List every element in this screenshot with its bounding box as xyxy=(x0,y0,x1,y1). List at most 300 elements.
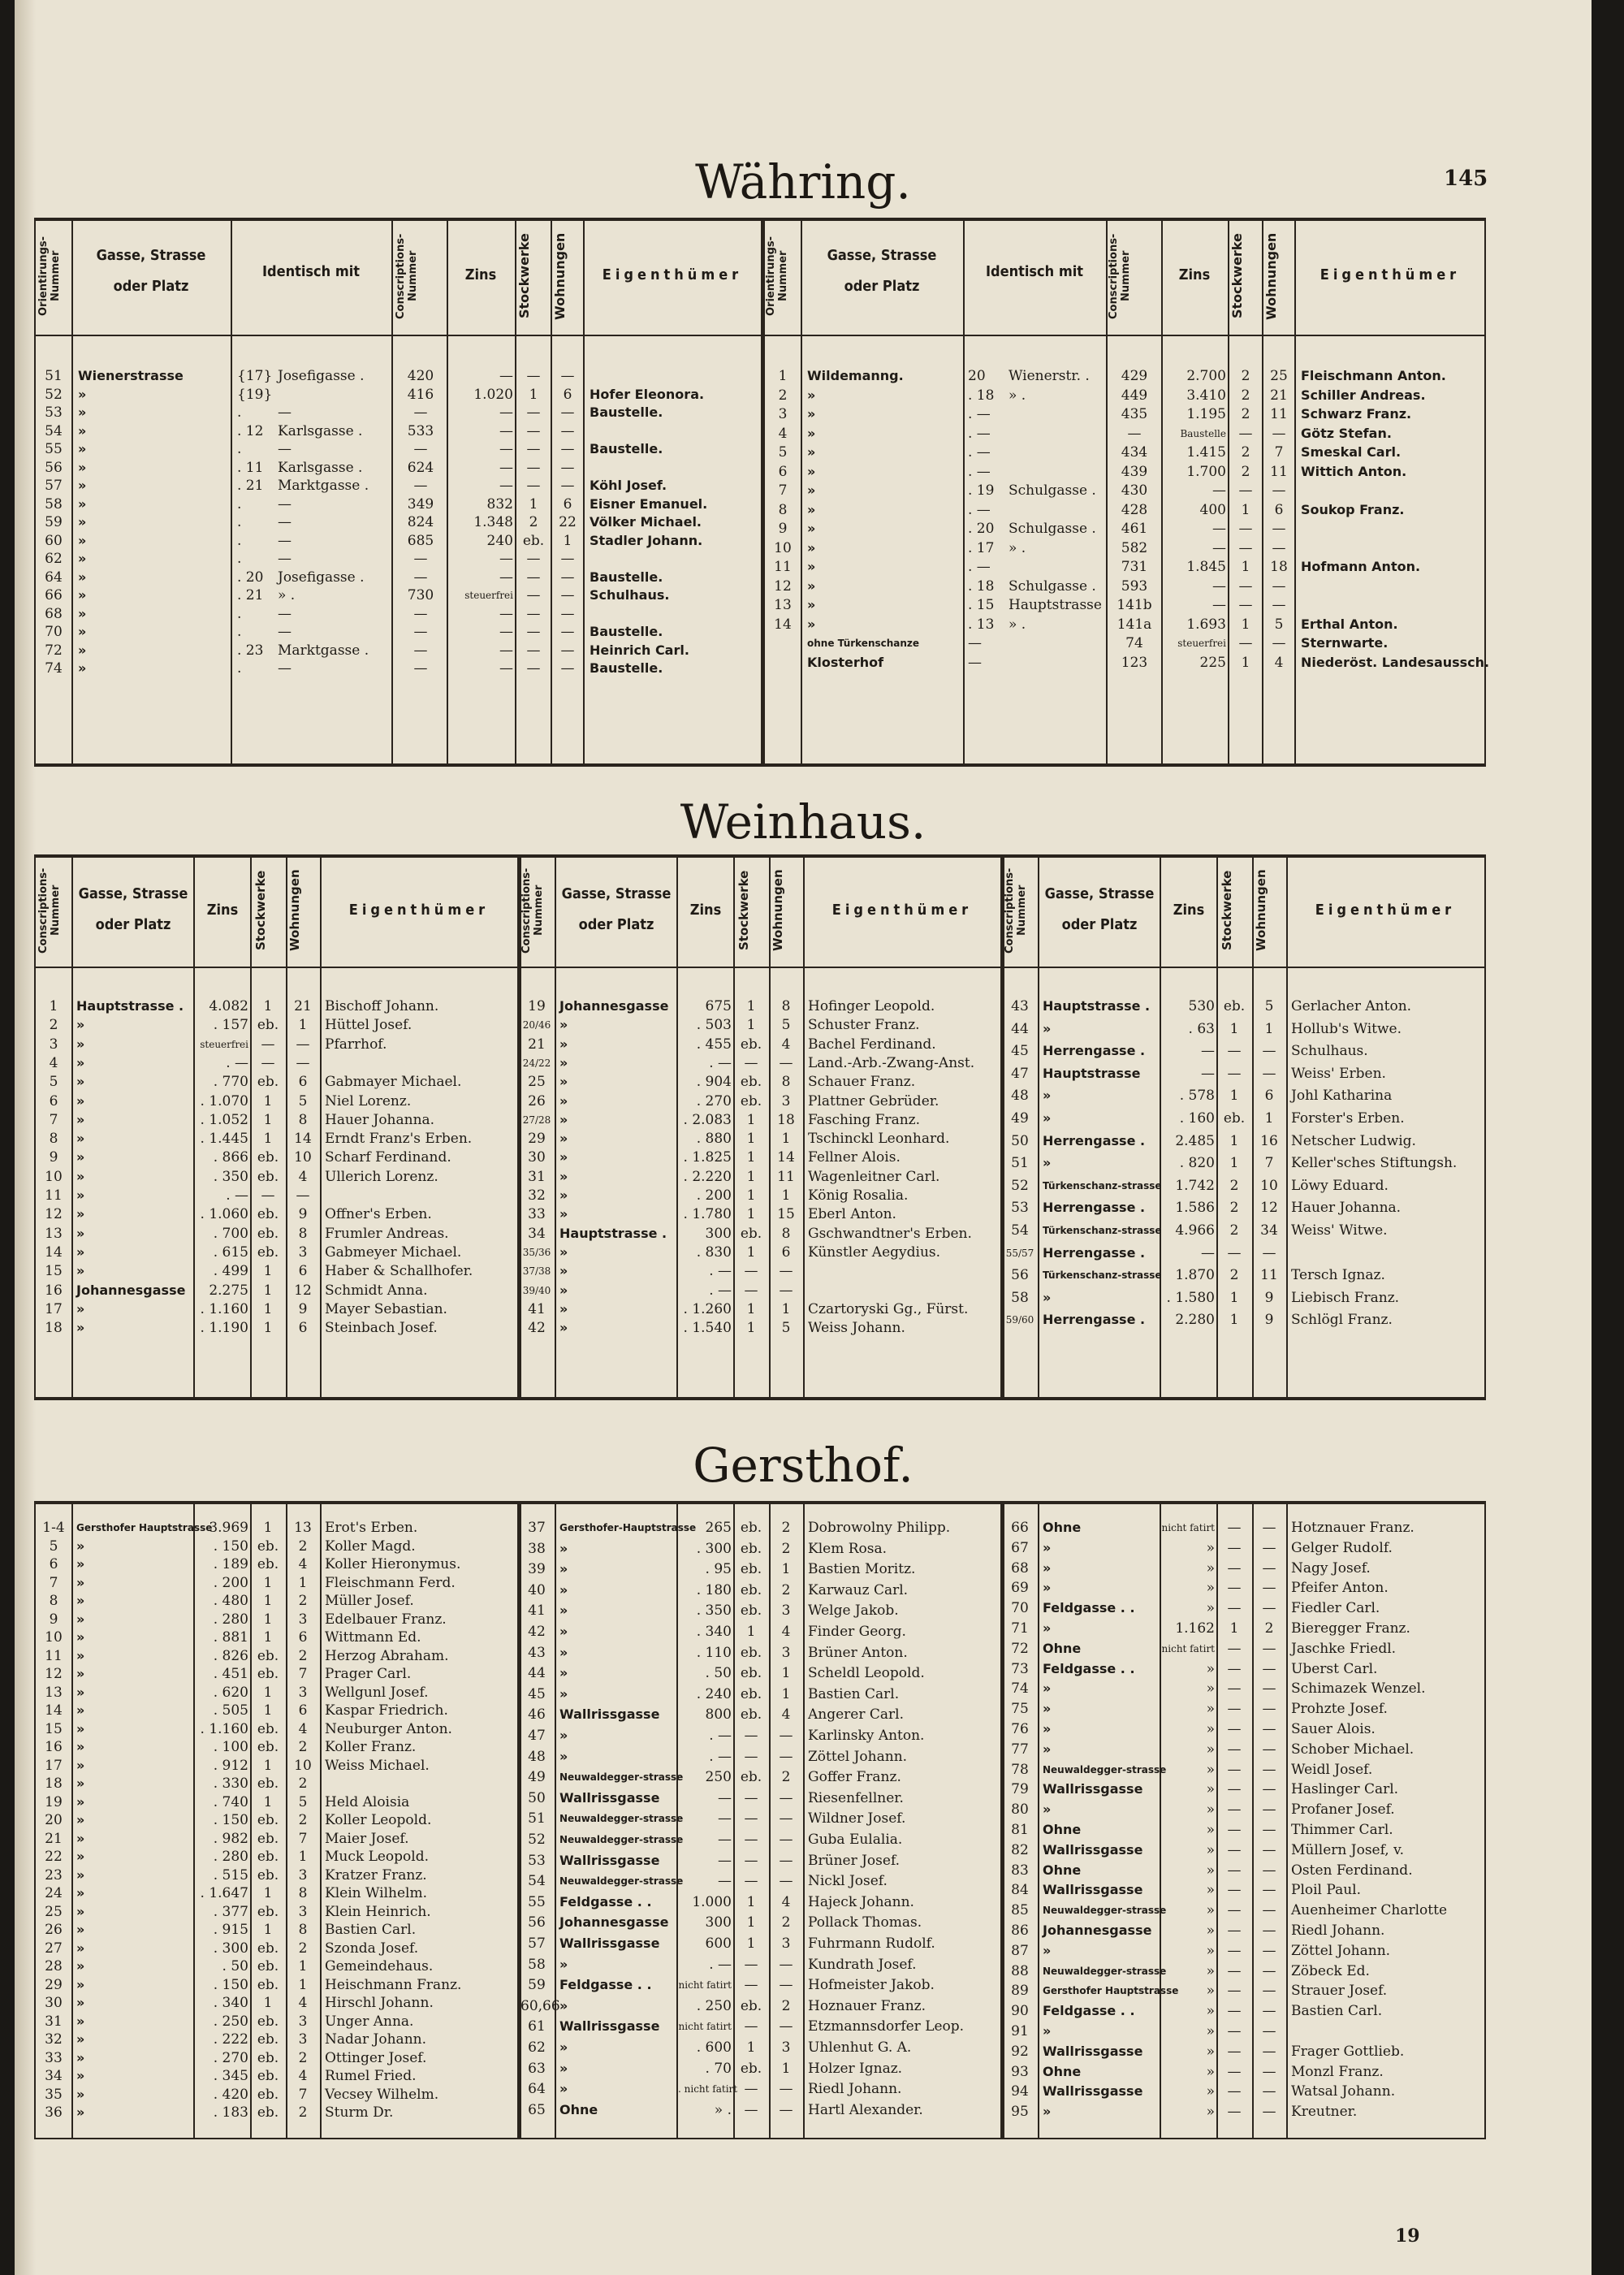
cell-stockwerke: 1 xyxy=(263,1922,273,1938)
cell-stockwerke: 1 xyxy=(263,1574,273,1591)
cell-orient-nr: 57 xyxy=(45,478,63,494)
cell-identisch-nr: . 11 xyxy=(237,459,264,476)
cell-gasse: » xyxy=(78,624,87,639)
cell-zins: . 183 xyxy=(213,2104,248,2121)
cell-consc-nr: 731 xyxy=(1121,559,1148,575)
cell-identisch-nr: . 20 xyxy=(237,569,264,586)
cell-zins: . 345 xyxy=(213,2068,248,2084)
cell-eigenthuemer: Baustelle. xyxy=(590,441,663,456)
cell-consc-nr: 35/36 xyxy=(522,1246,551,1258)
cell-eigenthuemer: Szonda Josef. xyxy=(325,1940,419,1957)
cell-stockwerke: — xyxy=(526,587,541,603)
cell-eigenthuemer: Scheldl Leopold. xyxy=(808,1665,925,1682)
cell-gasse: Hauptstrasse . xyxy=(559,1225,667,1241)
cell-zins: . 200 xyxy=(213,1574,248,1591)
cell-zins: . 1.052 xyxy=(200,1111,248,1128)
cell-zins: . 250 xyxy=(213,2013,248,2030)
cell-stockwerke: 1 xyxy=(263,1131,273,1148)
cell-stockwerke: 1 xyxy=(1229,1620,1239,1637)
cell-stockwerke: — xyxy=(744,2018,758,2035)
cell-consc-nr: 52 xyxy=(1011,1177,1029,1194)
cell-stockwerke: 1 xyxy=(1229,1312,1239,1329)
cell-wohnungen: — xyxy=(1262,1701,1276,1718)
table-row xyxy=(34,596,1486,614)
cell-stockwerke: — xyxy=(1227,1640,1242,1657)
cell-identisch-nr: . — xyxy=(968,425,991,442)
cell-wohnungen: 6 xyxy=(781,1243,791,1261)
cell-wohnungen: 4 xyxy=(298,1720,308,1737)
cell-eigenthuemer: Heinrich Carl. xyxy=(590,642,689,658)
table-row xyxy=(34,2063,1486,2081)
cell-consc-nr: 20 xyxy=(45,1812,63,1828)
cell-zins: . 880 xyxy=(696,1131,732,1148)
cell-stockwerke: 1 xyxy=(263,1885,273,1901)
cell-wohnungen: 2 xyxy=(298,1739,308,1755)
cell-consc-nr: 32 xyxy=(528,1187,546,1204)
header-eigenthuemer: Eigenthümer xyxy=(602,266,743,283)
cell-gasse: » xyxy=(76,1775,85,1791)
cell-zins: nicht fatirt xyxy=(1161,1522,1215,1533)
cell-wohnungen: — xyxy=(1262,1761,1276,1778)
cell-stockwerke: 1 xyxy=(746,2039,756,2056)
cell-consc-nr: 4 xyxy=(49,1054,58,1071)
cell-identisch: — xyxy=(278,532,292,549)
table-row xyxy=(34,558,1486,576)
cell-zins: — xyxy=(1212,482,1226,499)
cell-eigenthuemer: Brüner Josef. xyxy=(808,1852,901,1869)
cell-consc-nr: — xyxy=(413,624,428,640)
cell-consc-nr: 85 xyxy=(1011,1902,1029,1919)
cell-orient-nr: 14 xyxy=(774,616,792,633)
cell-zins: . 340 xyxy=(696,1624,732,1640)
cell-identisch-nr: . xyxy=(237,532,242,549)
cell-zins: — xyxy=(718,1810,732,1827)
section-title-waehring: Währing. xyxy=(695,154,911,210)
cell-stockwerke: 2 xyxy=(1241,463,1250,480)
cell-wohnungen: 5 xyxy=(298,1793,308,1810)
cell-stockwerke: — xyxy=(744,2101,758,2118)
cell-orient-nr: 53 xyxy=(45,404,63,421)
cell-stockwerke: 1 xyxy=(263,998,273,1014)
table-row xyxy=(34,463,1486,481)
cell-orient-nr: 59 xyxy=(45,514,63,530)
header-consc: Conscriptions-Nummer xyxy=(1004,867,1028,954)
cell-gasse: » xyxy=(807,482,816,498)
cell-zins: » xyxy=(1206,1862,1215,1879)
cell-stockwerke: eb. xyxy=(740,1602,762,1620)
cell-wohnungen: 13 xyxy=(294,1520,312,1536)
cell-wohnungen: 11 xyxy=(1260,1267,1278,1284)
cell-gasse: Wienerstrasse xyxy=(78,368,184,383)
table-row xyxy=(34,1660,1486,1678)
cell-eigenthuemer: Gabmeyer Michael. xyxy=(325,1243,462,1261)
cell-stockwerke: eb. xyxy=(257,2068,279,2084)
cell-consc-nr: 49 xyxy=(528,1769,546,1786)
cell-consc-nr: 69 xyxy=(1011,1580,1029,1597)
cell-zins: . 150 xyxy=(213,1538,248,1555)
table-row xyxy=(34,1087,1486,1105)
cell-gasse: Gersthofer-Hauptstrasse xyxy=(559,1522,697,1533)
header-identisch-2: Identisch mit xyxy=(986,263,1083,280)
cell-wohnungen: 1 xyxy=(298,1017,308,1034)
cell-wohnungen: 8 xyxy=(298,1111,308,1128)
table-row xyxy=(34,1266,1486,1284)
cell-eigenthuemer: Karlinsky Anton. xyxy=(808,1728,925,1744)
cell-gasse: » xyxy=(76,1995,85,2010)
cell-consc-nr: 74 xyxy=(1011,1680,1029,1698)
cell-stockwerke: — xyxy=(1227,1559,1242,1576)
cell-wohnungen: — xyxy=(560,459,575,476)
cell-eigenthuemer: Etzmannsdorfer Leop. xyxy=(808,2018,965,2035)
cell-consc-nr: 25 xyxy=(528,1074,546,1091)
header-eigenthuemer: Eigenthümer xyxy=(1315,902,1456,919)
cell-consc-nr: 47 xyxy=(1011,1065,1029,1082)
cell-eigenthuemer: Dobrowolny Philipp. xyxy=(808,1520,951,1536)
cell-zins: » xyxy=(1206,1761,1215,1778)
cell-wohnungen: 1 xyxy=(298,1976,308,1993)
cell-gasse: Neuwaldegger-strasse xyxy=(559,1875,684,1888)
cell-stockwerke: — xyxy=(1227,1660,1242,1677)
cell-stockwerke: 1 xyxy=(1241,501,1250,518)
cell-zins: — xyxy=(499,404,513,421)
cell-stockwerke: eb. xyxy=(740,1644,762,1661)
table-row xyxy=(34,1821,1486,1839)
cell-zins: » xyxy=(1206,2083,1215,2100)
cell-gasse: » xyxy=(1043,1620,1052,1636)
cell-consc-nr: 461 xyxy=(1121,521,1148,537)
cell-gasse: Wallrissgasse xyxy=(559,1789,660,1806)
cell-consc-nr: 93 xyxy=(1011,2063,1029,2080)
cell-stockwerke: — xyxy=(744,1873,758,1890)
cell-gasse: Neuwaldegger-strasse xyxy=(1043,1905,1167,1917)
cell-consc-nr: 26 xyxy=(528,1092,546,1109)
cell-wohnungen: 15 xyxy=(777,1206,795,1223)
cell-consc-nr: 37 xyxy=(528,1520,546,1536)
cell-eigenthuemer: Zöttel Johann. xyxy=(1291,1942,1391,1959)
cell-consc-nr: 29 xyxy=(45,1976,63,1993)
cell-wohnungen: — xyxy=(1272,635,1286,651)
cell-gasse: » xyxy=(76,1206,85,1222)
cell-zins: . 189 xyxy=(213,1556,248,1572)
cell-eigenthuemer: Völker Michael. xyxy=(590,514,702,530)
cell-wohnungen: — xyxy=(1262,1862,1276,1879)
cell-gasse: » xyxy=(559,1956,568,1972)
cell-wohnungen: 3 xyxy=(298,1611,308,1628)
cell-stockwerke: eb. xyxy=(257,1849,279,1865)
cell-consc-nr: 53 xyxy=(528,1852,546,1869)
cell-stockwerke: — xyxy=(744,1956,758,1973)
table-row xyxy=(34,997,1486,1015)
cell-gasse: Türkenschanz-strasse xyxy=(1043,1269,1162,1282)
cell-eigenthuemer: Angerer Carl. xyxy=(808,1706,904,1724)
table-row xyxy=(34,405,1486,423)
cell-stockwerke: eb. xyxy=(740,1706,762,1724)
cell-zins: » xyxy=(1206,1841,1215,1858)
cell-consc-nr: 47 xyxy=(528,1728,546,1744)
cell-consc-nr: 23 xyxy=(45,1866,63,1884)
cell-zins: » xyxy=(1206,1942,1215,1959)
cell-eigenthuemer: Weidl Josef. xyxy=(1291,1761,1373,1778)
header-wohnungen: Wohnungen xyxy=(1254,869,1268,952)
cell-stockwerke: — xyxy=(744,1054,758,1071)
cell-zins: nicht fatirt xyxy=(1161,1642,1215,1654)
header-eigenthuemer: Eigenthümer xyxy=(348,902,490,919)
cell-wohnungen: — xyxy=(1272,597,1286,613)
cell-stockwerke: 1 xyxy=(263,1320,273,1337)
cell-identisch: — xyxy=(278,441,292,457)
cell-stockwerke: eb. xyxy=(740,1092,762,1109)
cell-identisch-nr: {17} xyxy=(237,368,273,384)
cell-gasse: » xyxy=(78,514,87,530)
cell-zins: . 615 xyxy=(213,1243,248,1261)
cell-eigenthuemer: Offner's Erben. xyxy=(325,1206,432,1223)
cell-consc-nr: 35 xyxy=(45,2086,63,2103)
cell-consc-nr: 685 xyxy=(407,532,434,549)
cell-wohnungen: 6 xyxy=(1274,501,1284,518)
cell-identisch-nr: . xyxy=(237,551,242,567)
cell-eigenthuemer: Riedl Johann. xyxy=(1291,1923,1385,1939)
header-stockwerke: Stockwerke xyxy=(1220,870,1234,951)
cell-wohnungen: 1 xyxy=(781,1665,791,1682)
cell-stockwerke: eb. xyxy=(257,1903,279,1920)
cell-eigenthuemer: Müllern Josef, v. xyxy=(1291,1841,1405,1858)
cell-wohnungen: — xyxy=(296,1187,310,1204)
cell-eigenthuemer: Gemeindehaus. xyxy=(325,1958,434,1974)
cell-gasse: » xyxy=(1043,1741,1052,1757)
cell-gasse: » xyxy=(559,1263,568,1279)
cell-zins: . 455 xyxy=(696,1036,732,1053)
cell-consc-nr: 42 xyxy=(528,1320,546,1337)
cell-gasse: » xyxy=(76,1666,85,1681)
cell-consc-nr: 41 xyxy=(528,1300,546,1317)
cell-wohnungen: 5 xyxy=(1274,616,1284,633)
cell-gasse: Herrengasse . xyxy=(1043,1132,1146,1148)
header-gasse-line1: Gasse, Strasse xyxy=(1044,885,1155,902)
cell-zins: . 499 xyxy=(213,1263,248,1280)
cell-consc-nr: 420 xyxy=(407,368,434,384)
cell-eigenthuemer: Bachel Ferdinand. xyxy=(808,1036,936,1053)
cell-zins: . 300 xyxy=(213,1940,248,1957)
cell-stockwerke: — xyxy=(1227,1882,1242,1899)
cell-gasse: » xyxy=(76,1300,85,1317)
cell-gasse: » xyxy=(559,2039,568,2055)
cell-gasse: » xyxy=(1043,2023,1052,2039)
cell-zins: — xyxy=(499,605,513,622)
cell-eigenthuemer: Niederöst. Landesaussch. xyxy=(1301,654,1490,670)
cell-consc-nr: 43 xyxy=(528,1644,546,1661)
cell-consc-nr: 51 xyxy=(1011,1155,1029,1172)
cell-gasse: » xyxy=(559,1685,568,1702)
cell-zins: . 1.060 xyxy=(200,1206,248,1223)
cell-eigenthuemer: Zöttel Johann. xyxy=(808,1748,908,1765)
cell-wohnungen: 11 xyxy=(1270,463,1288,480)
cell-zins: 1.000 xyxy=(692,1893,732,1910)
cell-wohnungen: 8 xyxy=(781,998,791,1014)
cell-zins: . — xyxy=(709,1263,732,1280)
cell-stockwerke: eb. xyxy=(257,2049,279,2066)
cell-zins: » xyxy=(1206,1902,1215,1919)
cell-orient-nr: 74 xyxy=(45,660,63,677)
cell-stockwerke: 1 xyxy=(263,1702,273,1719)
cell-stockwerke: 1 xyxy=(263,1300,273,1317)
cell-eigenthuemer: König Rosalia. xyxy=(808,1187,909,1204)
header-consc-2: Conscriptions-Nummer xyxy=(1108,233,1132,319)
cell-stockwerke: — xyxy=(1238,597,1253,613)
cell-eigenthuemer: Sturm Dr. xyxy=(325,2104,394,2121)
header-identisch: Identisch mit xyxy=(262,263,360,280)
cell-eigenthuemer: Eberl Anton. xyxy=(808,1206,896,1223)
cell-gasse: » xyxy=(76,1074,85,1090)
cell-zins: » xyxy=(1206,2043,1215,2060)
cell-wohnungen: 3 xyxy=(298,1243,308,1261)
cell-wohnungen: — xyxy=(1262,1801,1276,1819)
cell-gasse: » xyxy=(76,1629,85,1645)
cell-eigenthuemer: Hajeck Johann. xyxy=(808,1893,914,1910)
cell-stockwerke: — xyxy=(1227,1942,1242,1959)
cell-wohnungen: — xyxy=(560,551,575,567)
cell-stockwerke: 2 xyxy=(1229,1222,1239,1239)
cell-zins: . 157 xyxy=(213,1017,248,1034)
cell-gasse: » xyxy=(807,501,816,517)
table-row xyxy=(34,2083,1486,2100)
cell-stockwerke: 1 xyxy=(263,1757,273,1774)
cell-stockwerke: 1 xyxy=(529,386,538,403)
cell-gasse: Neuwaldegger-strasse xyxy=(559,1834,684,1845)
table-row xyxy=(34,1741,1486,1758)
cell-consc-nr: 81 xyxy=(1011,1822,1029,1838)
cell-identisch: — xyxy=(278,495,292,513)
cell-gasse: » xyxy=(76,1187,85,1203)
cell-identisch: — xyxy=(278,514,292,530)
cell-wohnungen: 18 xyxy=(1270,559,1288,575)
cell-eigenthuemer: Erot's Erben. xyxy=(325,1520,418,1536)
cell-eigenthuemer: Weiss' Erben. xyxy=(1291,1065,1386,1082)
cell-wohnungen: 6 xyxy=(1264,1088,1274,1105)
cell-eigenthuemer: Schlögl Franz. xyxy=(1291,1312,1393,1329)
cell-gasse: Feldgasse . . xyxy=(1043,1600,1135,1616)
cell-gasse: » xyxy=(1043,1539,1052,1555)
weinhaus-table xyxy=(34,854,1486,1400)
cell-stockwerke: eb. xyxy=(257,1556,279,1572)
cell-zins: . 503 xyxy=(696,1017,732,1034)
cell-gasse: » xyxy=(1043,1289,1052,1305)
cell-gasse: » xyxy=(559,1540,568,1556)
cell-eigenthuemer: Pfarrhof. xyxy=(325,1036,387,1053)
cell-gasse: » xyxy=(76,1757,85,1773)
cell-stockwerke: — xyxy=(526,605,541,622)
cell-eigenthuemer: Ullerich Lorenz. xyxy=(325,1168,438,1185)
cell-wohnungen: 3 xyxy=(298,1866,308,1884)
cell-stockwerke: eb. xyxy=(740,1225,762,1242)
cell-gasse: Wildemanng. xyxy=(807,368,904,383)
header-consc: Conscriptions-Nummer xyxy=(37,867,62,954)
cell-consc-nr: — xyxy=(413,441,428,457)
cell-consc-nr: 37/38 xyxy=(522,1265,551,1278)
cell-stockwerke: 2 xyxy=(1241,444,1250,461)
cell-wohnungen: 4 xyxy=(781,1624,791,1640)
cell-consc-nr: 95 xyxy=(1011,2104,1029,2121)
cell-gasse: » xyxy=(559,1074,568,1090)
cell-eigenthuemer: Weiss Johann. xyxy=(808,1320,905,1337)
cell-stockwerke: — xyxy=(1227,1701,1242,1718)
cell-zins: . 1.190 xyxy=(200,1320,248,1337)
cell-wohnungen: — xyxy=(1262,1962,1276,1979)
cell-wohnungen: — xyxy=(779,2081,793,2098)
cell-zins: 675 xyxy=(705,998,732,1014)
cell-wohnungen: 7 xyxy=(298,1666,308,1682)
cell-identisch: Josefigasse . xyxy=(278,569,365,586)
cell-stockwerke: 1 xyxy=(746,1111,756,1128)
cell-stockwerke: 2 xyxy=(1241,387,1250,404)
cell-eigenthuemer: Keller'sches Stiftungsh. xyxy=(1291,1155,1458,1172)
cell-stockwerke: 1 xyxy=(746,1300,756,1317)
cell-gasse: » xyxy=(76,1720,85,1737)
cell-zins: . 915 xyxy=(213,1922,248,1938)
cell-zins: . 280 xyxy=(213,1611,248,1628)
cell-identisch-nr: — xyxy=(968,654,982,671)
cell-consc-nr: 582 xyxy=(1121,539,1148,556)
cell-eigenthuemer: Pfeifer Anton. xyxy=(1291,1580,1389,1597)
cell-stockwerke: 2 xyxy=(1241,368,1250,384)
cell-eigenthuemer: Hüttel Josef. xyxy=(325,1017,412,1034)
cell-wohnungen: 5 xyxy=(1264,998,1274,1014)
cell-zins: . 222 xyxy=(213,2031,248,2048)
cell-zins: . 904 xyxy=(696,1074,732,1091)
table-row xyxy=(34,1539,1486,1557)
cell-consc-nr: 78 xyxy=(1011,1761,1029,1778)
cell-gasse: » xyxy=(76,1903,85,1919)
cell-stockwerke: — xyxy=(1227,1520,1242,1536)
cell-stockwerke: eb. xyxy=(522,532,545,549)
cell-consc-nr: 14 xyxy=(45,1243,63,1261)
cell-stockwerke: 1 xyxy=(263,1092,273,1109)
cell-identisch: Karlsgasse . xyxy=(278,459,363,476)
cell-zins: » xyxy=(1206,2003,1215,2020)
cell-identisch-nr: . 13 xyxy=(968,616,995,633)
cell-stockwerke: — xyxy=(1238,577,1253,595)
cell-eigenthuemer: Goffer Franz. xyxy=(808,1769,901,1786)
cell-wohnungen: — xyxy=(779,1054,793,1071)
cell-zins: — xyxy=(499,368,513,384)
table-row xyxy=(34,1154,1486,1172)
cell-wohnungen: 2 xyxy=(298,2104,308,2121)
cell-wohnungen: 1 xyxy=(781,1131,791,1148)
cell-zins: . 270 xyxy=(696,1092,732,1109)
cell-wohnungen: 9 xyxy=(298,1300,308,1317)
cell-consc-nr: 11 xyxy=(45,1187,63,1204)
cell-wohnungen: 1 xyxy=(1264,1110,1274,1127)
cell-wohnungen: 2 xyxy=(781,1769,791,1786)
cell-stockwerke: eb. xyxy=(257,1149,279,1166)
cell-consc-nr: 48 xyxy=(528,1748,546,1765)
cell-stockwerke: 1 xyxy=(1241,654,1250,671)
cell-gasse: Wallrissgasse xyxy=(559,1852,660,1868)
cell-identisch-nr: . xyxy=(237,514,242,530)
cell-gasse: » xyxy=(559,1054,568,1070)
cell-zins: . 912 xyxy=(213,1757,248,1774)
cell-zins: . 350 xyxy=(213,1168,248,1185)
cell-gasse: » xyxy=(76,1866,85,1883)
cell-eigenthuemer: Schober Michael. xyxy=(1291,1741,1415,1758)
cell-stockwerke: — xyxy=(261,1054,275,1071)
cell-wohnungen: 1 xyxy=(781,1561,791,1578)
cell-consc-nr: 29 xyxy=(528,1131,546,1148)
cell-zins: . — xyxy=(709,1956,732,1973)
cell-consc-nr: 533 xyxy=(407,422,434,439)
cell-consc-nr: 88 xyxy=(1011,1962,1029,1979)
cell-eigenthuemer: Unger Anna. xyxy=(325,2013,414,2030)
cell-zins: » xyxy=(1206,1882,1215,1899)
